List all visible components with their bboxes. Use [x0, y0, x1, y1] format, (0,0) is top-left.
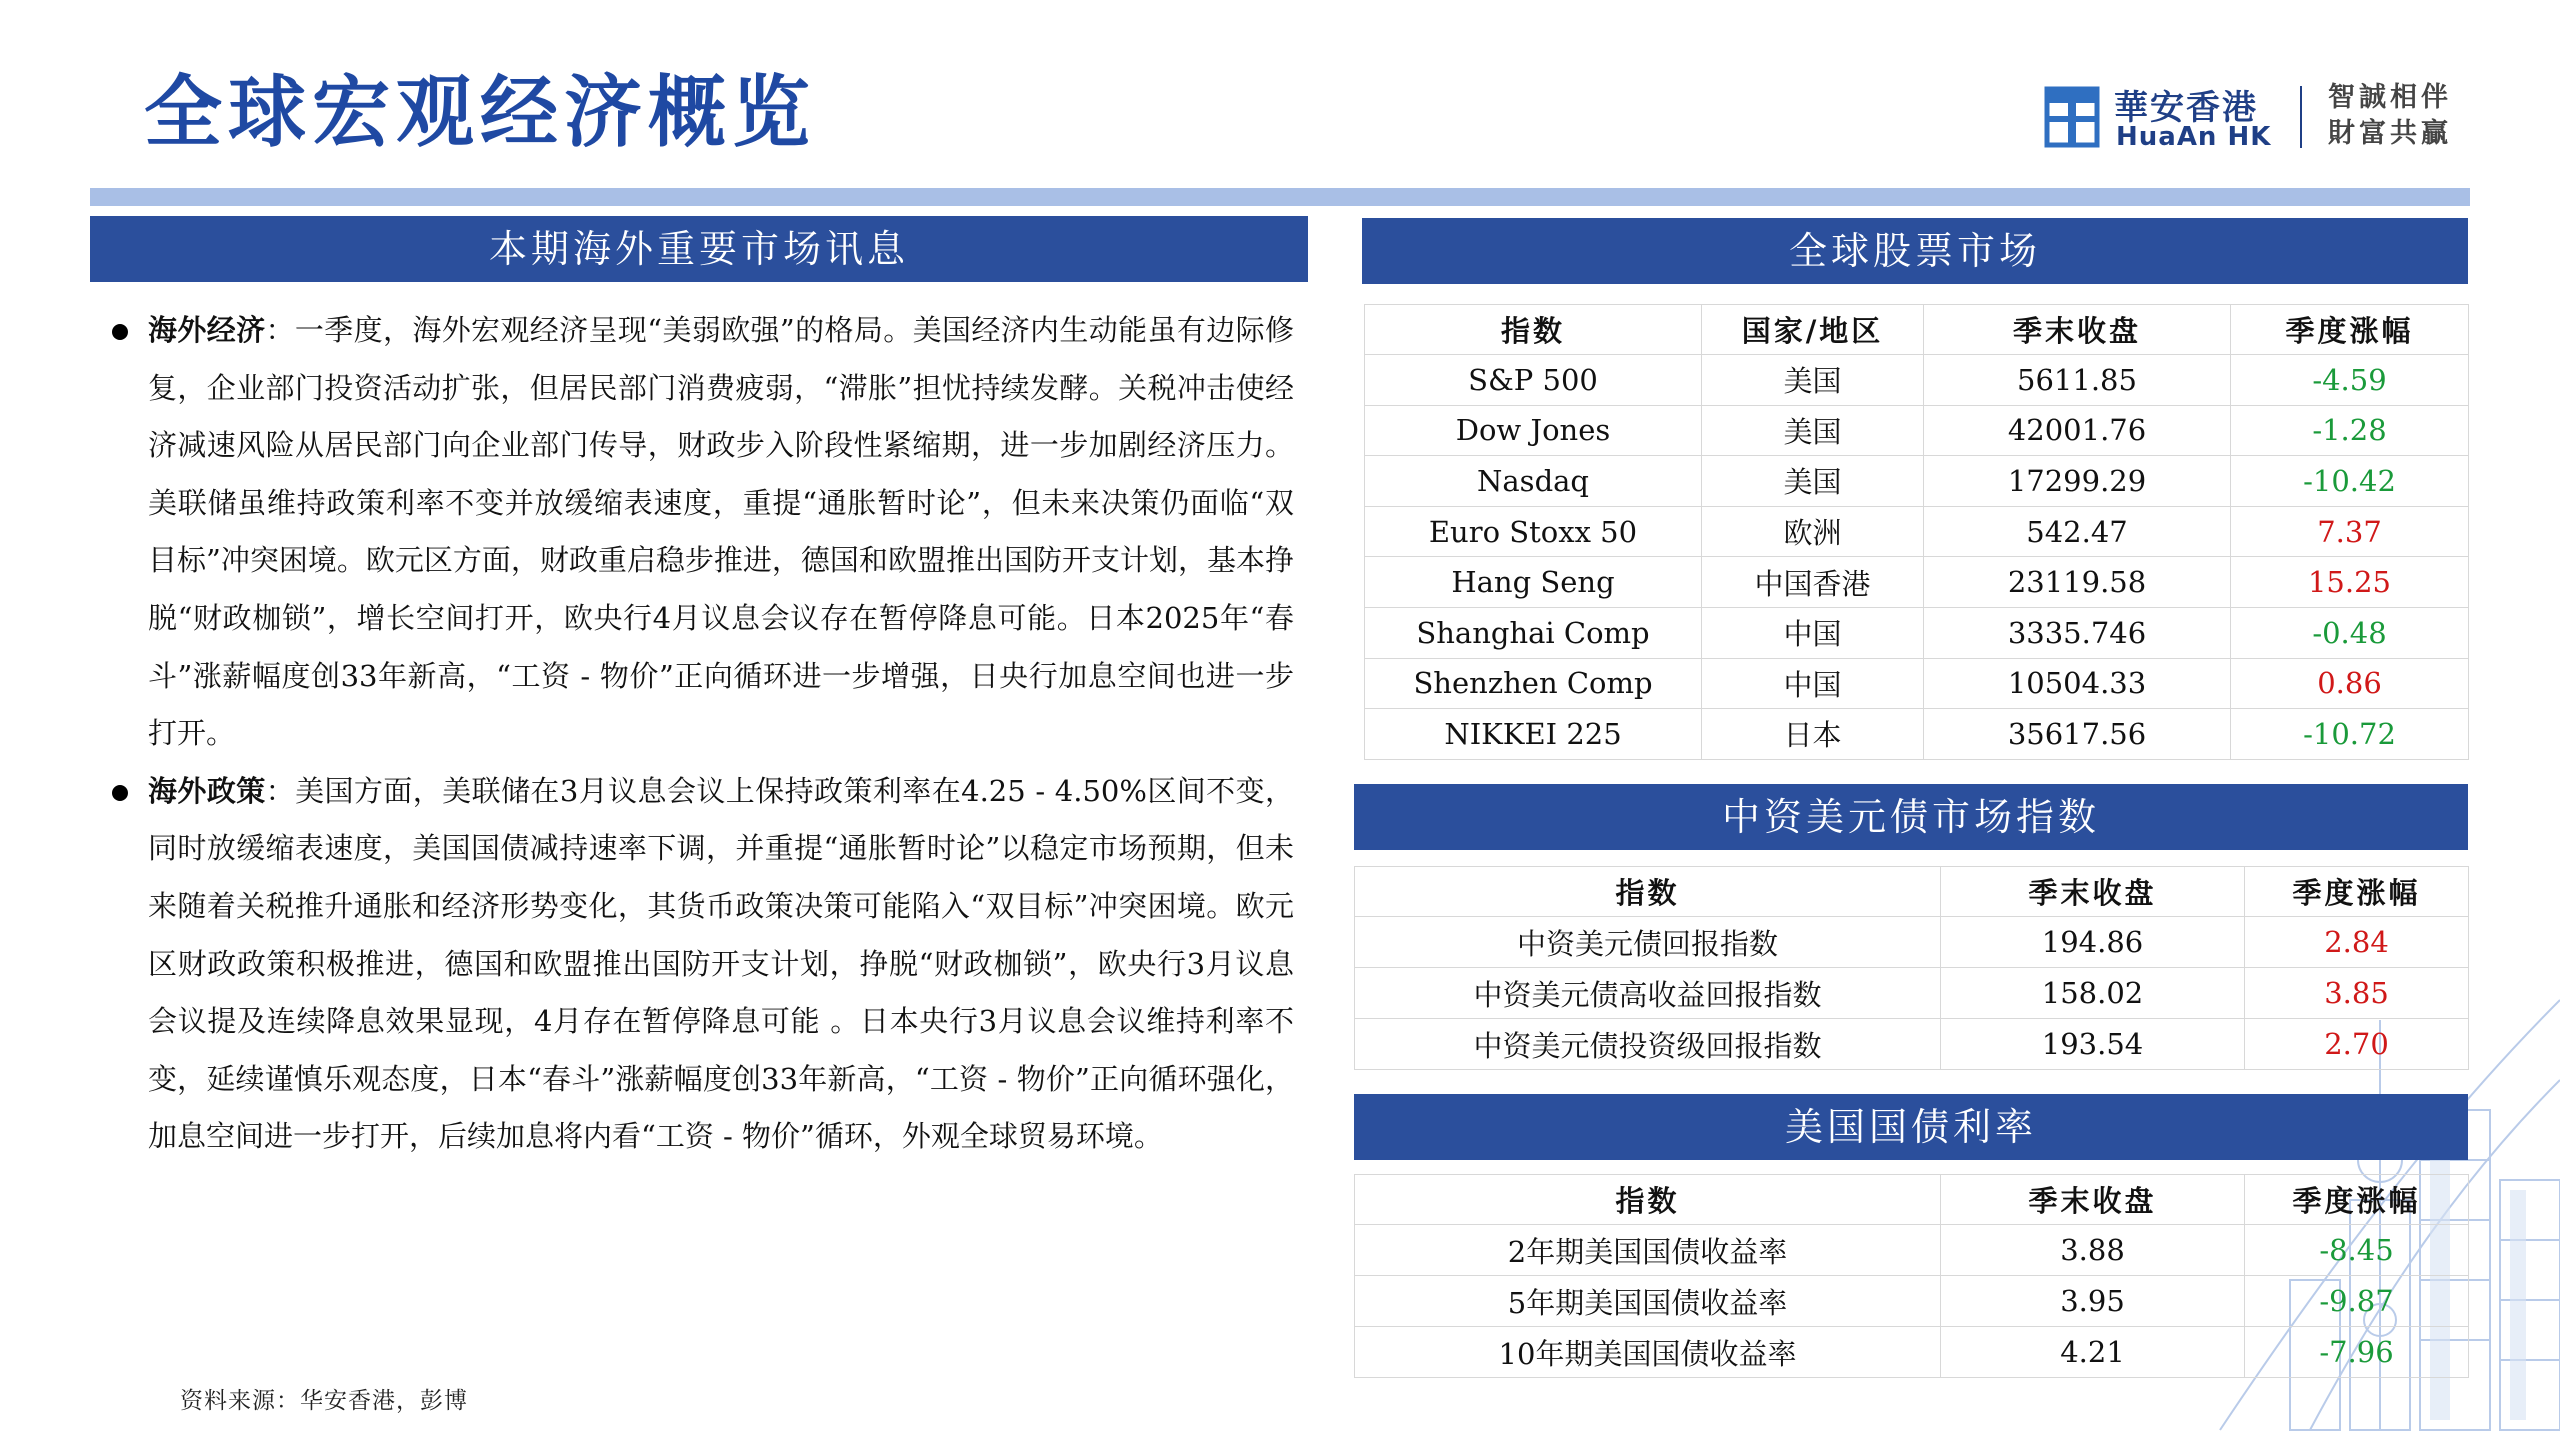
- news-item-text: ：一季度，海外宏观经济呈现“美弱欧强”的格局。美国经济内生动能虽有边际修复，企业部门投资活动扩张，但居民部门消费疲弱，“滞胀”担忧持续发酵。关税冲击使经济减速风险从居民部门向企业部门传导，财政步入阶段性紧缩期，进一步加剧经济压力。美联储虽维持政策利率不变并放缓缩表速度，重提“通胀暂时论”，但未来决策仍面临“双目标”冲突困境。欧元区方面，财政重启稳步推进，德国和欧盟推出国防开支计划，基本挣脱“财政枷锁”，增长空间打开，欧央行4月议息会议存在暂停降息可能。日本2025年“春斗”涨薪幅度创33年新高，“工资 - 物价”正向循环进一步增强，日央行加息空间也进一步打开。: [148, 313, 1294, 751]
- news-header: 本期海外重要市场讯息: [90, 216, 1308, 282]
- table-cell: 23119.58: [1924, 557, 2231, 608]
- table-header-row: [1355, 867, 2469, 917]
- table-row: [1365, 456, 2469, 507]
- table-cell: 美国: [1702, 456, 1924, 507]
- column-header: 国家/地区: [1702, 305, 1924, 355]
- table-cell: 美国: [1702, 405, 1924, 456]
- table-row: [1355, 917, 2469, 968]
- table-row: [1355, 1276, 2469, 1327]
- table-cell: 42001.76: [1924, 405, 2231, 456]
- column-header: 季度涨幅: [2231, 305, 2469, 355]
- table-row: [1365, 607, 2469, 658]
- change-cell: 3.85: [2245, 968, 2469, 1019]
- usd-bond-table: [1354, 866, 2469, 1070]
- table-cell: 5611.85: [1924, 355, 2231, 406]
- change-cell: 7.37: [2231, 506, 2469, 557]
- table-cell: 2年期美国国债收益率: [1355, 1225, 1941, 1276]
- table-cell: 542.47: [1924, 506, 2231, 557]
- logo-slogan: 智誠相伴 財富共贏: [2328, 82, 2452, 149]
- table-cell: Nasdaq: [1365, 456, 1702, 507]
- table-cell: 美国: [1702, 355, 1924, 406]
- table-cell: Shenzhen Comp: [1365, 658, 1702, 709]
- table-cell: 中国: [1702, 658, 1924, 709]
- news-item-label: 海外经济: [148, 313, 266, 347]
- table-cell: Hang Seng: [1365, 557, 1702, 608]
- table-cell: 3.88: [1941, 1225, 2245, 1276]
- change-cell: -9.87: [2245, 1276, 2469, 1327]
- change-cell: 15.25: [2231, 557, 2469, 608]
- table-cell: 中国: [1702, 607, 1924, 658]
- logo-divider: [2300, 86, 2302, 148]
- table-row: [1365, 355, 2469, 406]
- table-cell: 中资美元债高收益回报指数: [1355, 968, 1941, 1019]
- table-cell: S&P 500: [1365, 355, 1702, 406]
- change-cell: -8.45: [2245, 1225, 2469, 1276]
- change-cell: -1.28: [2231, 405, 2469, 456]
- table-row: [1365, 709, 2469, 760]
- news-list: [108, 302, 1294, 1166]
- change-cell: -7.96: [2245, 1327, 2469, 1378]
- table-row: [1355, 1225, 2469, 1276]
- logo-mark-icon: [2044, 86, 2100, 148]
- column-header: 指数: [1355, 1175, 1941, 1225]
- usd-bond-header: 中资美元债市场指数: [1354, 784, 2468, 850]
- table-cell: 10504.33: [1924, 658, 2231, 709]
- table-header-row: [1365, 305, 2469, 355]
- table-cell: Euro Stoxx 50: [1365, 506, 1702, 557]
- news-item-economy: [108, 302, 1294, 763]
- header-divider: [90, 188, 2470, 206]
- column-header: 季度涨幅: [2245, 1175, 2469, 1225]
- table-cell: 中资美元债回报指数: [1355, 917, 1941, 968]
- change-cell: -0.48: [2231, 607, 2469, 658]
- table-cell: 10年期美国国债收益率: [1355, 1327, 1941, 1378]
- change-cell: 2.70: [2245, 1019, 2469, 1070]
- table-row: [1355, 968, 2469, 1019]
- table-cell: 35617.56: [1924, 709, 2231, 760]
- column-header: 季末收盘: [1941, 1175, 2245, 1225]
- table-cell: 193.54: [1941, 1019, 2245, 1070]
- bullet-dot-icon: [112, 785, 128, 801]
- table-cell: Dow Jones: [1365, 405, 1702, 456]
- table-cell: 194.86: [1941, 917, 2245, 968]
- change-cell: 0.86: [2231, 658, 2469, 709]
- source-note: 资料来源：华安香港，彭博: [180, 1388, 468, 1414]
- equity-table: [1364, 304, 2469, 760]
- table-row: [1365, 658, 2469, 709]
- logo-english-name: HuaAn HK: [2116, 122, 2272, 152]
- table-cell: 3335.746: [1924, 607, 2231, 658]
- bullet-dot-icon: [112, 324, 128, 340]
- treasury-table: [1354, 1174, 2469, 1378]
- table-cell: 158.02: [1941, 968, 2245, 1019]
- table-row: [1365, 557, 2469, 608]
- table-cell: 中资美元债投资级回报指数: [1355, 1019, 1941, 1070]
- table-header-row: [1355, 1175, 2469, 1225]
- table-row: [1355, 1019, 2469, 1070]
- table-cell: 日本: [1702, 709, 1924, 760]
- table-cell: 5年期美国国债收益率: [1355, 1276, 1941, 1327]
- change-cell: -4.59: [2231, 355, 2469, 406]
- column-header: 指数: [1355, 867, 1941, 917]
- change-cell: 2.84: [2245, 917, 2469, 968]
- change-cell: -10.42: [2231, 456, 2469, 507]
- logo-chinese-name: 華安香港: [2114, 88, 2258, 128]
- table-cell: Shanghai Comp: [1365, 607, 1702, 658]
- column-header: 季末收盘: [1941, 867, 2245, 917]
- brand-logo: [2040, 78, 2470, 158]
- table-cell: 4.21: [1941, 1327, 2245, 1378]
- table-cell: 中国香港: [1702, 557, 1924, 608]
- news-item-label: 海外政策: [148, 773, 266, 808]
- table-row: [1355, 1327, 2469, 1378]
- page-title: 全球宏观经济概览: [144, 67, 817, 158]
- column-header: 指数: [1365, 305, 1702, 355]
- column-header: 季末收盘: [1924, 305, 2231, 355]
- column-header: 季度涨幅: [2245, 867, 2469, 917]
- news-item-policy: [108, 763, 1294, 1166]
- table-row: [1365, 506, 2469, 557]
- table-cell: 欧洲: [1702, 506, 1924, 557]
- change-cell: -10.72: [2231, 709, 2469, 760]
- news-item-text: ：美国方面，美联储在3月议息会议上保持政策利率在4.25 - 4.50%区间不变，同时放缓缩表速度，美国国债减持速率下调，并重提“通胀暂时论”以稳定市场预期，但未来随着关税推升通胀和经济形势变化，其货币政策决策可能陷入“双目标”冲突困境。欧元区财政政策积极推进，德国和欧盟推出国防开支计划，挣脱“财政枷锁”，欧央行3月议息会议提及连续降息效果显现，4月存在暂停降息可能 。日本央行3月议息会议维持利率不变，延续谨慎乐观态度，日本“春斗”涨薪幅度创33年新高，“工资 - 物价”正向循环强化，加息空间进一步打开，后续加息将内看“工资 - 物价”循环，外观全球贸易环境。: [148, 773, 1294, 1154]
- table-cell: 3.95: [1941, 1276, 2245, 1327]
- treasury-header: 美国国债利率: [1354, 1094, 2468, 1160]
- table-cell: 17299.29: [1924, 456, 2231, 507]
- table-cell: NIKKEI 225: [1365, 709, 1702, 760]
- equity-header: 全球股票市场: [1362, 218, 2468, 284]
- table-row: [1365, 405, 2469, 456]
